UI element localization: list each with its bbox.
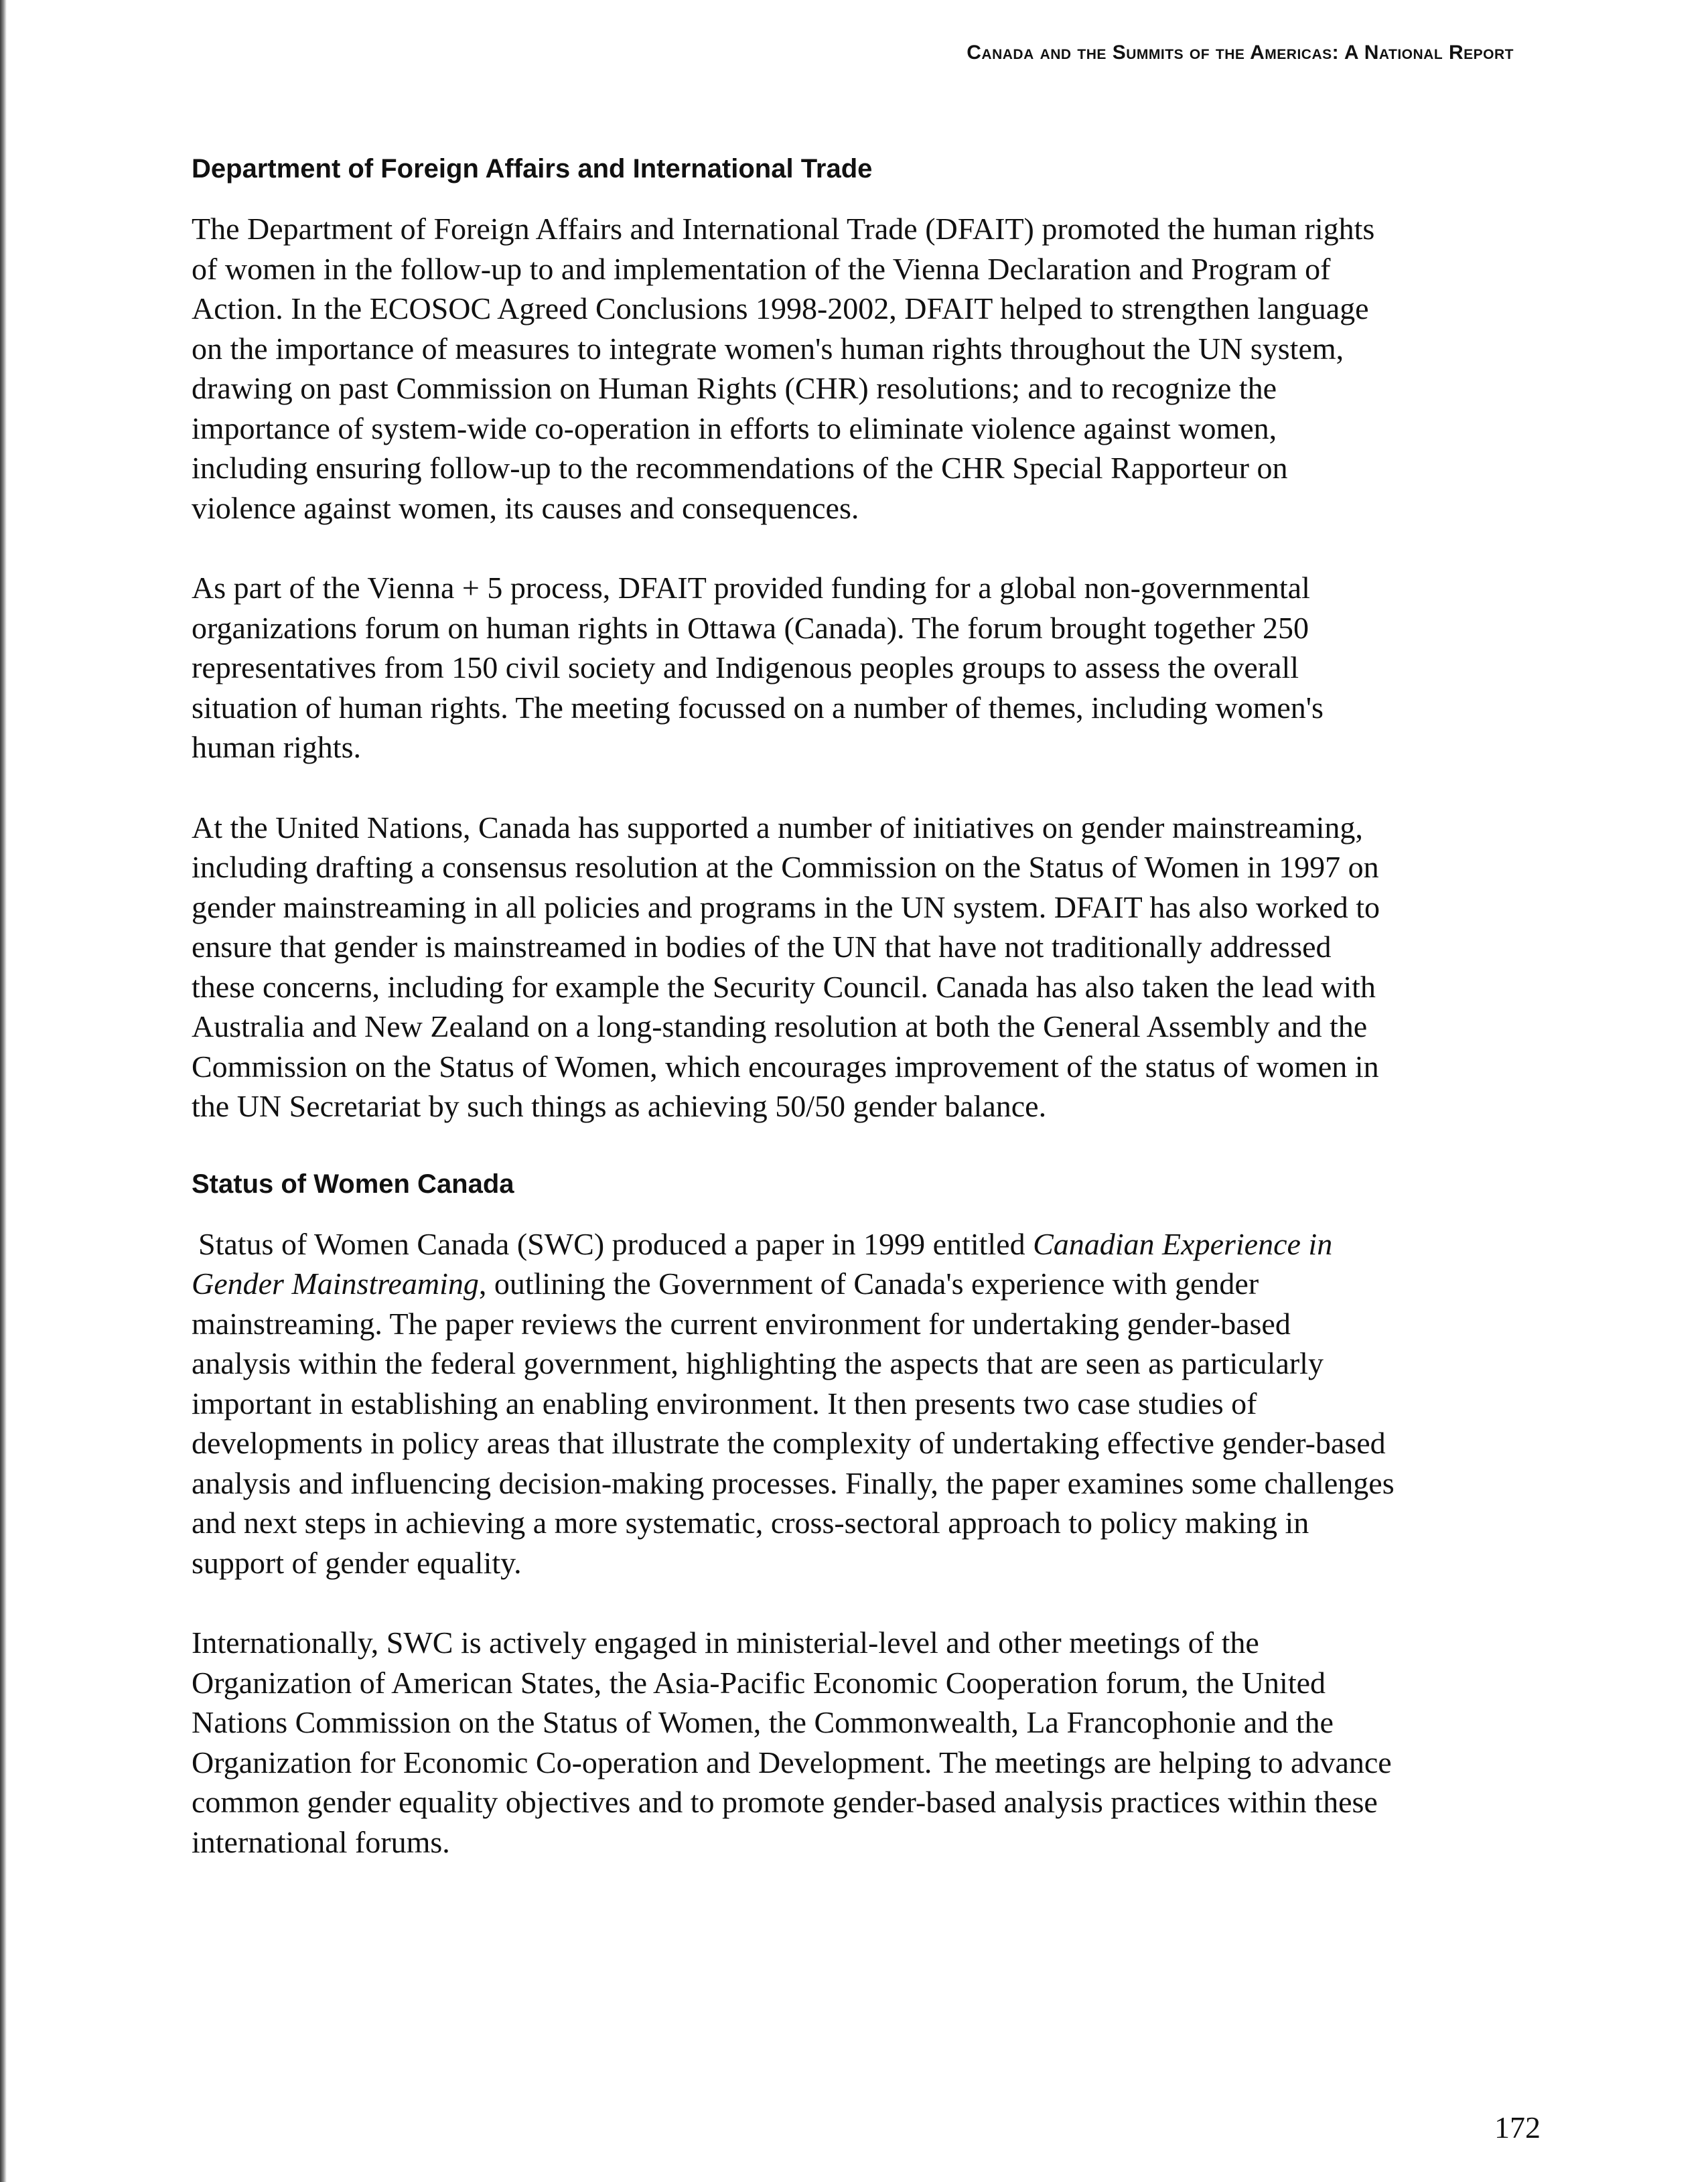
text-line: At the United Nations, Canada has supported a number of initiatives on gender mainstreaming, (192, 810, 1363, 845)
section-heading-dfait: Department of Foreign Affairs and International Trade (192, 154, 873, 184)
text-line: ensure that gender is mainstreamed in bodies of the UN that have not traditionally addressed (192, 930, 1332, 964)
publication-title: Gender Mainstreaming (192, 1266, 479, 1301)
text-line: Australia and New Zealand on a long-standing resolution at both the General Assembly and the (192, 1009, 1368, 1043)
text-line: analysis and influencing decision-making processes. Finally, the paper examines some challenges (192, 1465, 1395, 1500)
text-line (192, 1224, 1565, 1264)
text-line: human rights. (192, 730, 361, 764)
text-line: representatives from 150 civil society and Indigenous peoples groups to assess the overall (192, 650, 1299, 684)
text-line: organizations forum on human rights in Ottawa (Canada). The forum brought together 250 (192, 610, 1309, 645)
page-body (192, 151, 1565, 1902)
text-line: Action. In the ECOSOC Agreed Conclusions 1998-2002, DFAIT helped to strengthen language (192, 291, 1369, 325)
text-line: and next steps in achieving a more systematic, cross-sectoral approach to policy making in (192, 1506, 1309, 1540)
text-line: international forums. (192, 1824, 450, 1859)
text-line: support of gender equality. (192, 1545, 522, 1580)
text-line (192, 1264, 1565, 1304)
text-line: situation of human rights. The meeting focussed on a number of themes, including women's (192, 690, 1324, 725)
running-header: Canada and the Summits of the Americas: A National Report (967, 42, 1514, 64)
text-line: on the importance of measures to integrate women's human rights throughout the UN system, (192, 331, 1344, 366)
text-line: including drafting a consensus resolution at the Commission on the Status of Women in 1997 on (192, 850, 1379, 884)
paragraph-dfait-vienna (192, 209, 1565, 528)
text-line: Organization for Economic Co-operation and Development. The meetings are helping to advance (192, 1745, 1392, 1779)
paragraph-swc-paper (192, 1224, 1565, 1583)
paragraph-dfait-forum (192, 568, 1565, 768)
text-line: analysis within the federal government, highlighting the aspects that are seen as particularly (192, 1346, 1324, 1380)
text-line: Commission on the Status of Women, which encourages improvement of the status of women in (192, 1049, 1379, 1084)
text-line: The Department of Foreign Affairs and International Trade (DFAIT) promoted the human rights (192, 212, 1375, 246)
text-line: Nations Commission on the Status of Women, the Commonwealth, La Francophonie and the (192, 1705, 1334, 1739)
text-line: gender mainstreaming in all policies and programs in the UN system. DFAIT has also worked to (192, 889, 1380, 924)
text-line: these concerns, including for example the Security Council. Canada has also taken the lead with (192, 969, 1376, 1004)
text-line: violence against women, its causes and consequences. (192, 490, 859, 525)
text-line: common gender equality objectives and to promote gender-based analysis practices within these (192, 1785, 1378, 1819)
text-line: importance of system-wide co-operation in efforts to eliminate violence against women, (192, 411, 1277, 445)
text-line: Internationally, SWC is actively engaged in ministerial-level and other meetings of the (192, 1625, 1259, 1660)
text-line: As part of the Vienna + 5 process, DFAIT provided funding for a global non-governmental (192, 571, 1310, 605)
inline-text: Status of Women Canada (SWC) produced a paper in 1999 entitled (198, 1226, 1034, 1261)
text-line: Organization of American States, the Asia-Pacific Economic Cooperation forum, the United (192, 1665, 1326, 1700)
text-line: including ensuring follow-up to the recommendations of the CHR Special Rapporteur on (192, 451, 1288, 485)
text-line: mainstreaming. The paper reviews the current environment for undertaking gender-based (192, 1306, 1291, 1341)
paragraph-dfait-un (192, 808, 1565, 1126)
text-line: of women in the follow-up to and implementation of the Vienna Declaration and Program of (192, 251, 1331, 286)
text-line: the UN Secretariat by such things as achieving 50/50 gender balance. (192, 1089, 1047, 1123)
paragraph-swc-international (192, 1623, 1565, 1862)
text-line: important in establishing an enabling environment. It then presents two case studies of (192, 1386, 1257, 1421)
scan-edge (0, 0, 7, 2182)
inline-text: , outlining the Government of Canada's experience with gender (478, 1266, 1259, 1301)
page-number: 172 (1494, 2110, 1541, 2144)
text-line: drawing on past Commission on Human Rights (CHR) resolutions; and to recognize the (192, 371, 1277, 405)
publication-title: Canadian Experience in (1033, 1226, 1333, 1261)
text-line: developments in policy areas that illustrate the complexity of undertaking effective gender-based (192, 1426, 1386, 1460)
section-heading-swc: Status of Women Canada (192, 1169, 514, 1199)
